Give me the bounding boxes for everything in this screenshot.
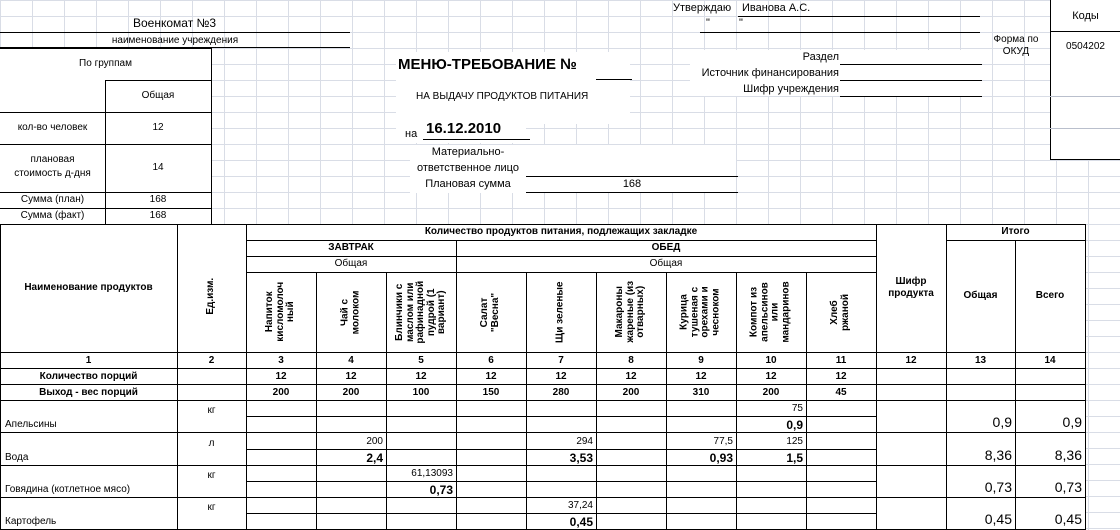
approve-quote-open: ": [706, 17, 710, 29]
sum-fact-label: Сумма (факт): [20, 210, 85, 221]
table-border-top: [0, 224, 1086, 225]
column-number: 14: [1044, 355, 1056, 366]
lunch-header: ОБЕД: [651, 242, 681, 253]
form-code: 0504202: [1066, 41, 1105, 52]
column-number: 5: [418, 355, 424, 366]
column-number: 2: [208, 355, 215, 366]
column-border: [666, 272, 667, 530]
form-subtitle: НА ВЫДАЧУ ПРОДУКТОВ ПИТАНИЯ: [416, 91, 589, 102]
cost-label: плановая стоимость д-дня: [14, 154, 91, 179]
column-number: 6: [488, 355, 494, 366]
portions-value: 12: [415, 371, 427, 382]
column-number: 10: [765, 355, 777, 366]
portions-value: 12: [345, 371, 357, 382]
approve-quote-close: ": [739, 17, 743, 29]
norm-value: 37,24: [567, 500, 593, 511]
portions-value: 12: [835, 371, 847, 382]
sum-plan-value: 168: [149, 194, 167, 205]
product-name: Вода: [5, 452, 29, 463]
column-number: 4: [348, 355, 354, 366]
column-border: [316, 272, 317, 530]
groups-header: По группам: [79, 58, 132, 69]
norm-value: 77,5: [713, 436, 733, 447]
total-general-value: 0,9: [992, 414, 1012, 430]
column-number: 13: [974, 355, 987, 366]
total-all-value: 0,9: [1062, 414, 1082, 430]
column-border: [1085, 224, 1086, 530]
resp-label-2: ответственное лицо: [417, 162, 519, 174]
total-general-value: 0,45: [984, 511, 1012, 527]
column-number: 9: [698, 355, 704, 366]
total-all-header: Всего: [1035, 290, 1065, 301]
column-border: [806, 272, 807, 530]
dish-header: Хлеб ржаной: [829, 293, 851, 331]
column-number: 7: [558, 355, 564, 366]
cost-value: 14: [152, 162, 164, 173]
form-date: 16.12.2010: [426, 120, 502, 137]
product-name: Говядина (котлетное мясо): [5, 484, 131, 495]
portions-value: 12: [695, 371, 707, 382]
codes-label: Коды: [1072, 10, 1099, 22]
norm-value: 294: [576, 436, 593, 447]
breakfast-header: ЗАВТРАК: [328, 242, 374, 253]
portions-label: Количество порций: [39, 371, 138, 382]
portions-value: 12: [625, 371, 637, 382]
codes-box: [1051, 0, 1120, 160]
form-label: Форма по ОКУД: [993, 34, 1039, 57]
total-all-value: 8,36: [1054, 447, 1082, 463]
row-mid-line: [246, 481, 876, 482]
column-number: 3: [278, 355, 284, 366]
dish-header: Салат "Весна": [479, 292, 501, 332]
form-title: МЕНЮ-ТРЕБОВАНИЕ №: [398, 56, 577, 73]
yield-value: 200: [342, 387, 360, 398]
column-number: 1: [85, 355, 92, 366]
lunch-group: Общая: [649, 258, 683, 269]
yield-value: 310: [692, 387, 710, 398]
total-all-value: 0,45: [1054, 511, 1082, 527]
sum-fact-value: 168: [149, 210, 167, 221]
product-unit: кг: [207, 501, 216, 513]
column-border: [596, 272, 597, 530]
groups-col-general: Общая: [141, 90, 175, 101]
unit-header: Ед.изм.: [205, 277, 217, 315]
section-label: Раздел: [802, 51, 839, 63]
total-all-value: 0,73: [1054, 479, 1082, 495]
qty-value: 0,45: [569, 514, 593, 529]
qty-value: 2,4: [366, 450, 383, 465]
qty-header: Количество продуктов питания, подлежащих закладке: [424, 226, 698, 237]
row-border: [0, 465, 1086, 466]
total-general-value: 8,36: [984, 447, 1012, 463]
yield-value: 200: [272, 387, 290, 398]
portions-value: 12: [555, 371, 567, 382]
grid-line: [0, 400, 1086, 401]
total-header: Итого: [1001, 226, 1030, 237]
resp-label-1: Материально-: [431, 146, 505, 158]
norm-value: 125: [786, 436, 803, 447]
column-border: [526, 272, 527, 530]
yield-value: 100: [412, 387, 430, 398]
portions-value: 12: [275, 371, 287, 382]
funding-label: Источник финансирования: [701, 67, 839, 79]
column-number: 11: [835, 355, 847, 366]
column-border: [177, 224, 178, 530]
breakfast-group: Общая: [334, 258, 368, 269]
column-border: [876, 224, 877, 530]
yield-value: 45: [835, 387, 847, 398]
yield-value: 280: [552, 387, 570, 398]
dish-header: Компот из апельсинов или мандаринов: [748, 281, 792, 343]
column-number: 8: [628, 355, 634, 366]
qty-value: 3,53: [569, 450, 593, 465]
portions-value: 12: [485, 371, 497, 382]
dish-header: Блинчики с маслом или рафинадной пудрой (1 вариант): [393, 280, 447, 344]
approve-label: Утверждаю: [673, 2, 732, 14]
grid-line: [246, 272, 876, 273]
product-unit: л: [208, 437, 215, 449]
cipher-header: Шифр продукта: [888, 276, 934, 299]
column-number: 12: [905, 355, 917, 366]
yield-label: Выход - вес порций: [39, 387, 138, 398]
cipher-label: Шифр учреждения: [743, 83, 839, 95]
yield-value: 200: [622, 387, 640, 398]
org-caption: наименование учреждения: [111, 35, 239, 46]
org-name: Военкомат №3: [133, 16, 217, 30]
people-label: кол-во человек: [17, 122, 88, 133]
dish-header: Щи зеленые: [554, 281, 566, 343]
norm-value: 75: [791, 403, 803, 414]
qty-value: 0,73: [429, 482, 453, 497]
yield-value: 200: [762, 387, 780, 398]
dish-header: Напиток кисломолоч ный: [264, 282, 297, 342]
portions-value: 12: [765, 371, 777, 382]
product-name: Апельсины: [5, 419, 57, 430]
plan-sum-label: Плановая сумма: [425, 178, 511, 190]
product-unit: кг: [207, 469, 216, 481]
dish-header: Макароны жареные (из отварных): [614, 281, 647, 343]
sum-plan-label: Сумма (план): [20, 194, 85, 205]
grid-line: [246, 256, 876, 257]
product-name: Картофель: [5, 516, 57, 527]
product-header: Наименование продуктов: [24, 282, 153, 293]
approve-name: Иванова А.С.: [742, 2, 811, 14]
norm-value: 61,13093: [411, 468, 453, 479]
date-prefix: на: [405, 128, 418, 140]
yield-value: 150: [482, 387, 500, 398]
total-general-value: 0,73: [984, 479, 1012, 495]
dish-header: Чай с молоком: [339, 290, 361, 334]
total-general-header: Общая: [963, 290, 998, 301]
people-value: 12: [152, 122, 164, 133]
qty-value: 1,5: [786, 450, 803, 465]
product-unit: кг: [207, 404, 216, 416]
norm-value: 200: [366, 436, 383, 447]
qty-value: 0,93: [709, 450, 733, 465]
dish-header: Курица тушеная с орехами и чесноком: [679, 286, 722, 338]
grid-line: [246, 240, 876, 241]
plan-sum-value: 168: [622, 178, 642, 190]
qty-value: 0,9: [786, 417, 803, 432]
row-border: [0, 432, 1086, 433]
